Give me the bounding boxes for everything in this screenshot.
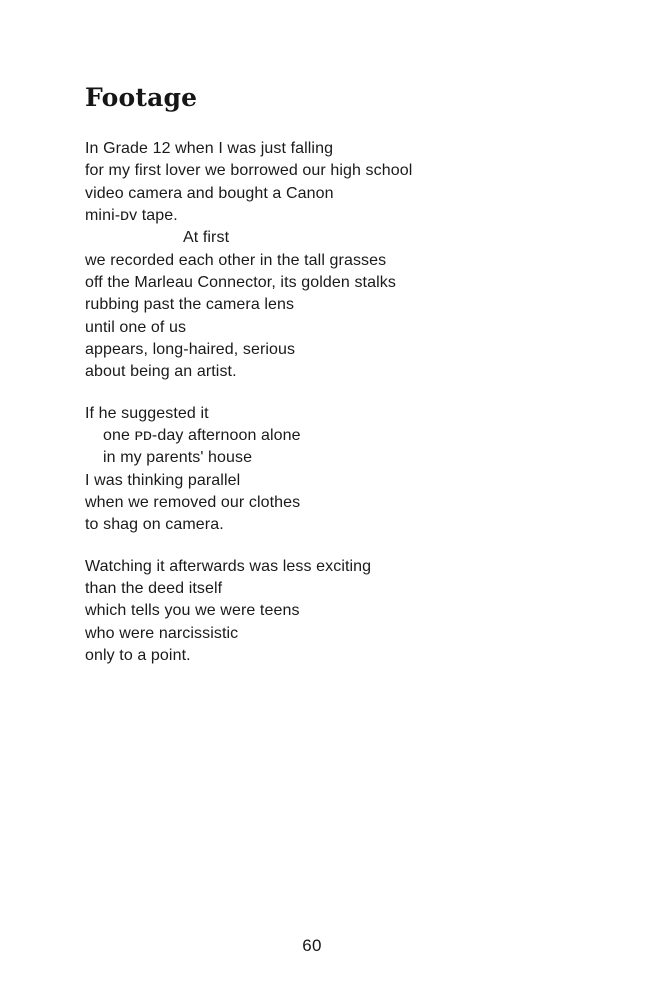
poem-line: until one of us xyxy=(85,318,187,336)
poem-line: mini-ᴅᴠ tape. xyxy=(85,206,178,224)
poem-line: I was thinking parallel xyxy=(85,471,241,489)
stanza xyxy=(85,556,602,668)
poem-line: Watching it afterwards was less exciting xyxy=(85,557,372,575)
poem-line: who were narcissistic xyxy=(85,624,239,642)
poem-line: off the Marleau Connector, its golden stalks xyxy=(85,273,396,291)
poem-line: At first xyxy=(183,229,230,247)
poem-line: If he suggested it xyxy=(85,404,209,422)
book-page xyxy=(85,85,602,667)
poem-line: than the deed itself xyxy=(85,579,223,597)
page-footer xyxy=(85,936,539,956)
poem-line: one ᴘᴅ-day afternoon alone xyxy=(103,426,301,444)
poem-line: which tells you we were teens xyxy=(85,602,300,620)
poem-line: about being an artist. xyxy=(85,363,237,381)
stanza xyxy=(85,403,602,537)
poem-line: appears, long-haired, serious xyxy=(85,340,296,358)
poem-line: we recorded each other in the tall grasses xyxy=(85,251,387,269)
stanza xyxy=(85,138,602,384)
poem-line: In Grade 12 when I was just falling xyxy=(85,140,334,157)
poem-body xyxy=(85,138,602,667)
poem-line: video camera and bought a Canon xyxy=(85,184,334,202)
poem-line: only to a point. xyxy=(85,646,191,664)
poem-title: Footage xyxy=(85,83,198,112)
poem-line: in my parents' house xyxy=(103,449,253,467)
poem-line: when we removed our clothes xyxy=(85,493,301,511)
poem-line: rubbing past the camera lens xyxy=(85,296,295,314)
poem-line: for my first lover we borrowed our high school xyxy=(85,162,413,180)
poem-line: to shag on camera. xyxy=(85,516,224,534)
page-number: 60 xyxy=(302,936,322,955)
